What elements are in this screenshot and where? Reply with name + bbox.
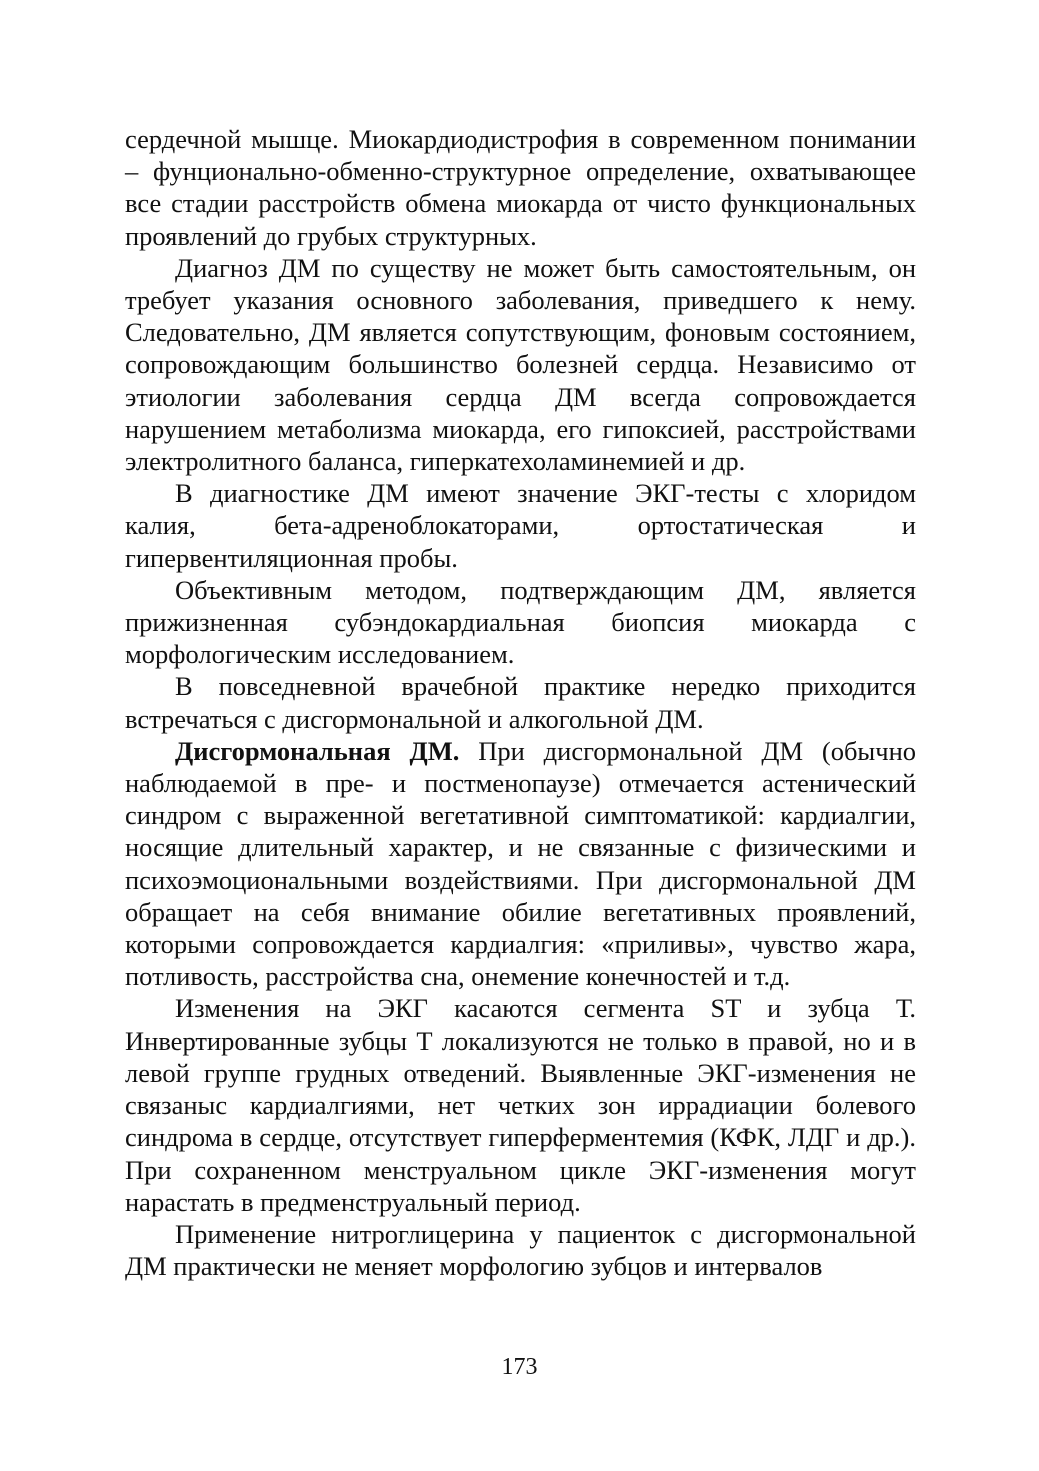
section-heading-dysgormonal: Дисгормональная ДМ. <box>175 735 460 766</box>
page-number: 173 <box>501 1354 538 1380</box>
paragraph-diagnostics: В диагностике ДМ имеют значение ЭКГ-тесты с хлоридом калия, бета-адреноблокаторами, ортостатическая и гипервентиляционная пробы. <box>125 478 916 573</box>
paragraph-ecg-changes: Изменения на ЭКГ касаются сегмента ST и зубца Т. Инвертированные зубцы Т локализуются не только в правой, но и в левой группе грудных отведений. Выявленные ЭКГ-изменения не связаныс кардиалгиями, нет четких зон иррадиации болевого синдрома в сердце, отсутствует гиперферментемия (КФК, ЛДГ и др.). При сохраненном менструальном цикле ЭКГ-изменения могут нарастать в предменструальный период. <box>125 993 916 1217</box>
paragraph-practice: В повседневной врачебной практике нередко приходится встречаться с дисгормональной и алкогольной ДМ. <box>125 671 916 734</box>
paragraph-dysgormonal-text: При дисгормональной ДМ (обычно наблюдаемой в пре- и постменопаузе) отмечается астенический синдром с выраженной вегетативной симптоматикой: кардиалгии, носящие длительный характер, и не связанные с физическими и психоэмоциональными воздействиями. При дисгормональной ДМ обращает на себя внимание обилие вегетативных проявлений, которыми сопровождается кардиалгия: «приливы», чувство жара, потливость, расстройства сна, онемение конечностей и т.д. <box>125 735 916 992</box>
paragraph-objective-method: Объективным методом, подтверждающим ДМ, является прижизненная субэндокардиальная биопсия миокарда с морфологическим исследованием. <box>125 574 916 670</box>
page-body <box>125 123 916 1282</box>
paragraph-nitroglycerin: Применение нитроглицерина у пациенток с дисгормональной ДМ практически не меняет морфологию зубцов и интервалов <box>125 1218 916 1282</box>
paragraph-dysgormonal <box>125 735 916 993</box>
paragraph-continuation: сердечной мышце. Миокардиодистрофия в современном понимании – фунционально-обменно-структурное определение, охватывающее все стадии расстройств обмена миокарда от чисто функциональных проявлений до грубых структурных. <box>125 124 916 251</box>
paragraph-diagnosis: Диагноз ДМ по существу не может быть самостоятельным, он требует указания основного заболевания, приведшего к нему. Следовательно, ДМ является сопутствующим, фоновым состоянием, сопровождающим большинство болезней сердца. Независимо от этиологии заболевания сердца ДМ всегда сопровождается нарушением метаболизма миокарда, его гипоксией, расстройствами электролитного баланса, гиперкатехоламинемией и др. <box>125 252 916 477</box>
